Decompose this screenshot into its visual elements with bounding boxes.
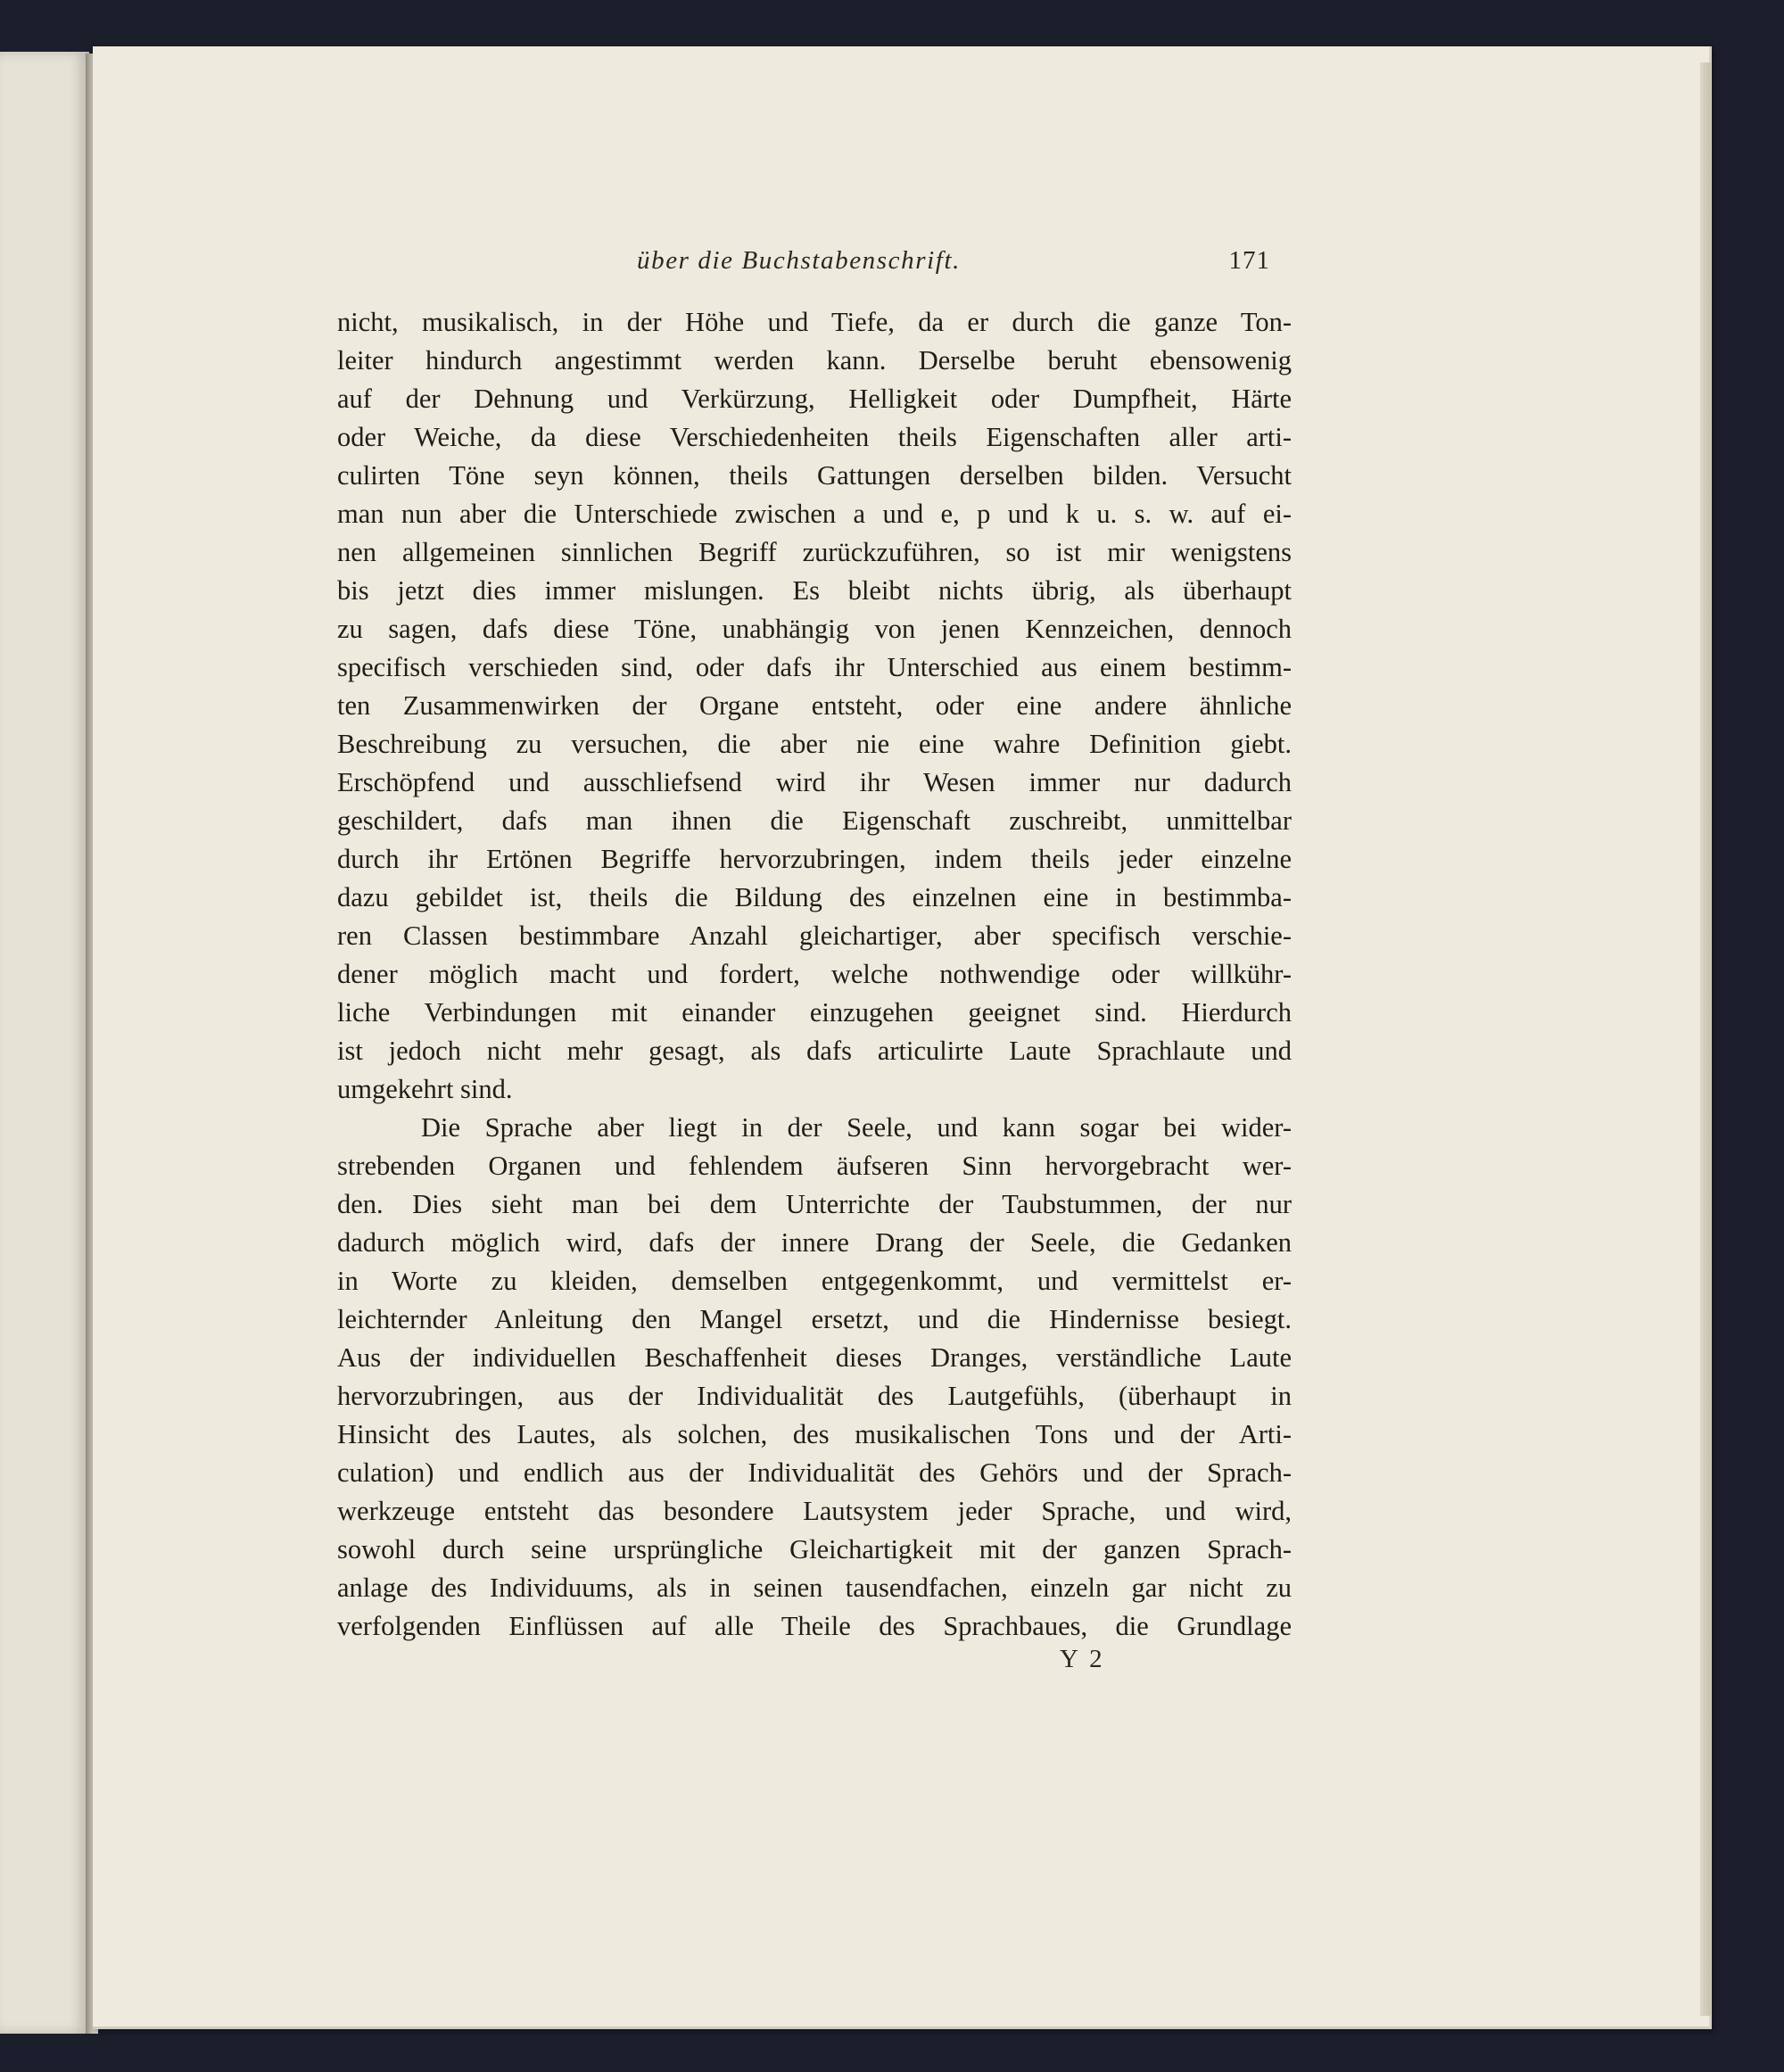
text-line: anlage des Individuums, als in seinen tausendfachen, einzeln gar nicht zu	[337, 1573, 1292, 1603]
text-line: geschildert, dafs man ihnen die Eigenschaft zuschreibt, unmittelbar	[337, 805, 1292, 836]
text-line: zu sagen, dafs diese Töne, unabhängig von jenen Kennzeichen, dennoch	[337, 614, 1292, 644]
page-edge	[1700, 62, 1711, 2016]
text-line: verfolgenden Einflüssen auf alle Theile des Sprachbaues, die Grundlage	[337, 1611, 1292, 1641]
text-line: den. Dies sieht man bei dem Unterrichte der Taubstummen, der nur	[337, 1189, 1292, 1219]
signature-mark: Y 2	[1060, 1645, 1105, 1673]
text-line: Die Sprache aber liegt in der Seele, und kann sogar bei wider-	[421, 1112, 1292, 1143]
text-line: Beschreibung zu versuchen, die aber nie eine wahre Definition giebt.	[337, 729, 1292, 759]
text-line: leiter hindurch angestimmt werden kann. Derselbe beruht ebensowenig	[337, 345, 1292, 376]
text-line: dazu gebildet ist, theils die Bildung des einzelnen eine in bestimmba-	[337, 882, 1292, 912]
text-line: specifisch verschieden sind, oder dafs ihr Unterschied aus einem bestimm-	[337, 652, 1292, 682]
text-line: strebenden Organen und fehlendem äufseren Sinn hervorgebracht wer-	[337, 1151, 1292, 1181]
text-line: werkzeuge entsteht das besondere Lautsystem jeder Sprache, und wird,	[337, 1496, 1292, 1526]
text-line: sowohl durch seine ursprüngliche Gleichartigkeit mit der ganzen Sprach-	[337, 1534, 1292, 1564]
text-line: in Worte zu kleiden, demselben entgegenkommt, und vermittelst er-	[337, 1266, 1292, 1296]
text-line: nen allgemeinen sinnlichen Begriff zurückzuführen, so ist mir wenigstens	[337, 537, 1292, 567]
text-line: culation) und endlich aus der Individualität des Gehörs und der Sprach-	[337, 1457, 1292, 1488]
text-line: oder Weiche, da diese Verschiedenheiten theils Eigenschaften aller arti-	[337, 422, 1292, 452]
running-head	[337, 246, 1292, 285]
text-line: Erschöpfend und ausschliefsend wird ihr Wesen immer nur dadurch	[337, 767, 1292, 797]
page-number: 171	[1228, 246, 1270, 275]
body-text	[337, 303, 1292, 1646]
text-line: Hinsicht des Lautes, als solchen, des musikalischen Tons und der Arti-	[337, 1419, 1292, 1449]
facing-page-edge	[0, 52, 89, 2034]
text-line: liche Verbindungen mit einander einzugehen geeignet sind. Hierdurch	[337, 997, 1292, 1028]
text-line: culirten Töne seyn können, theils Gattungen derselben bilden. Versucht	[337, 460, 1292, 491]
text-line: auf der Dehnung und Verkürzung, Helligkeit oder Dumpfheit, Härte	[337, 384, 1292, 414]
text-line: dener möglich macht und fordert, welche nothwendige oder willkühr-	[337, 959, 1292, 989]
text-line: man nun aber die Unterschiede zwischen a und e, p und k u. s. w. auf ei-	[337, 499, 1292, 529]
text-line: hervorzubringen, aus der Individualität des Lautgefühls, (überhaupt in	[337, 1381, 1292, 1411]
running-title: über die Buchstabenschrift.	[637, 246, 961, 275]
text-line: bis jetzt dies immer mislungen. Es bleibt nichts übrig, als überhaupt	[337, 575, 1292, 606]
text-line: nicht, musikalisch, in der Höhe und Tiefe, da er durch die ganze Ton-	[337, 307, 1292, 337]
text-line: ten Zusammenwirken der Organe entsteht, oder eine andere ähnliche	[337, 690, 1292, 721]
text-line: Aus der individuellen Beschaffenheit dieses Dranges, verständliche Laute	[337, 1342, 1292, 1373]
text-line: dadurch möglich wird, dafs der innere Drang der Seele, die Gedanken	[337, 1227, 1292, 1258]
text-line: umgekehrt sind.	[337, 1074, 513, 1104]
text-line: durch ihr Ertönen Begriffe hervorzubringen, indem theils jeder einzelne	[337, 844, 1292, 874]
text-line: ren Classen bestimmbare Anzahl gleichartiger, aber specifisch verschie-	[337, 920, 1292, 951]
text-line: leichternder Anleitung den Mangel ersetzt, und die Hindernisse besiegt.	[337, 1304, 1292, 1334]
text-line: ist jedoch nicht mehr gesagt, als dafs articulirte Laute Sprachlaute und	[337, 1036, 1292, 1066]
